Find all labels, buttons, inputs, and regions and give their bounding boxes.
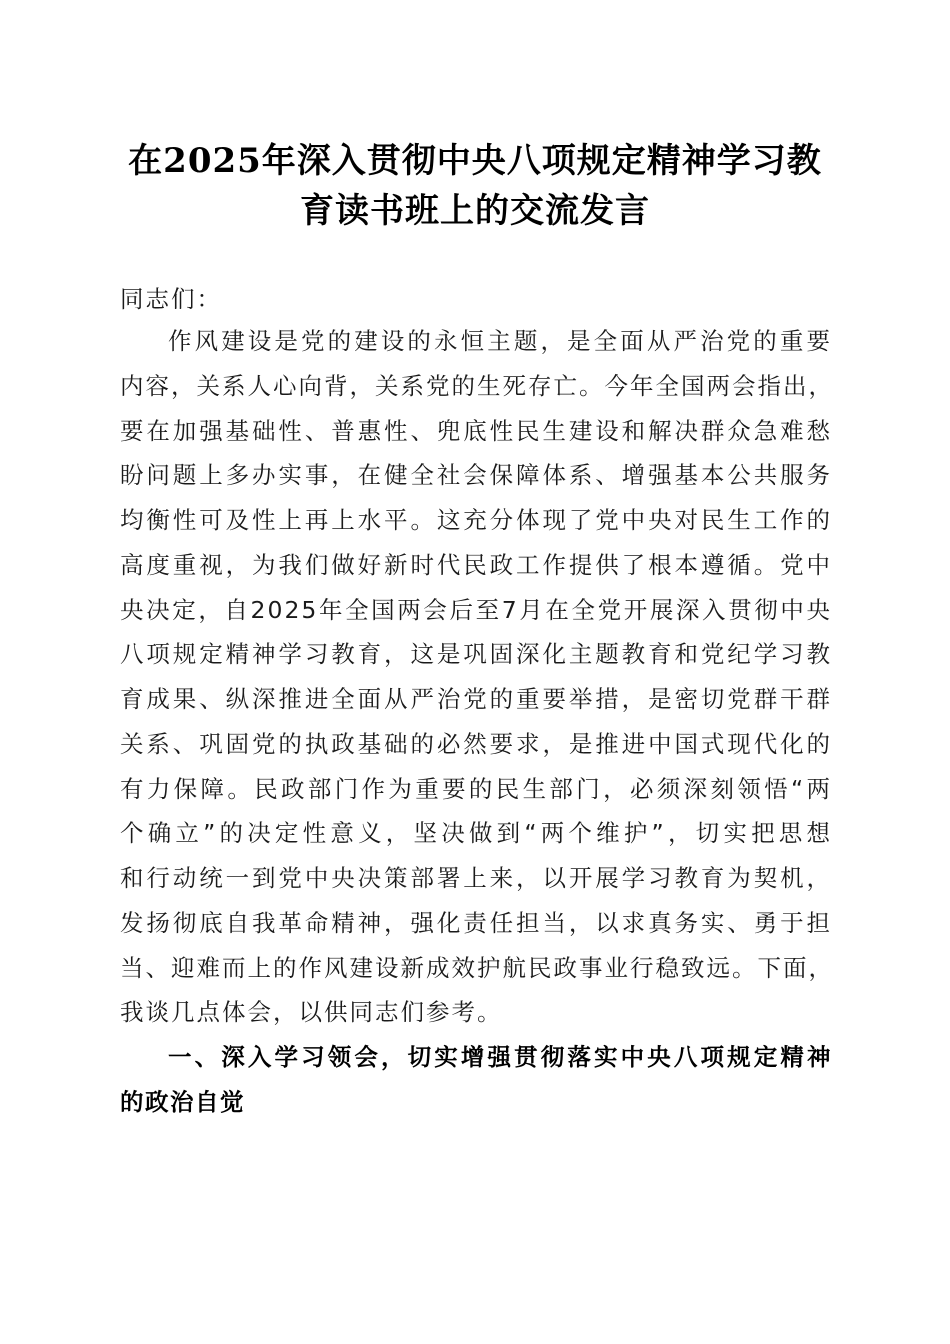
document-title-line-1: 在2025年深入贯彻中央八项规定精神学习教 — [128, 141, 822, 181]
salutation: 同志们： — [120, 285, 222, 313]
paragraph-line-13: 和行动统一到党中央决策部署上来，以开展学习教育为契机， — [120, 864, 832, 892]
paragraph-line-10: 关系、巩固党的执政基础的必然要求，是推进中国式现代化的 — [120, 730, 832, 758]
paragraph-line-12: 个确立”的决定性意义，坚决做到“两个维护”，切实把思想 — [120, 819, 832, 847]
paragraph-line-9: 育成果、纵深推进全面从严治党的重要举措，是密切党群干群 — [120, 685, 832, 713]
paragraph-line-1: 作风建设是党的建设的永恒主题，是全面从严治党的重要 — [168, 327, 832, 355]
paragraph-line-14: 发扬彻底自我革命精神，强化责任担当，以求真务实、勇于担 — [120, 909, 832, 937]
paragraph-line-7: 央决定，自2025年全国两会后至7月在全党开展深入贯彻中央 — [120, 596, 832, 624]
paragraph-line-15: 当、迎难而上的作风建设新成效护航民政事业行稳致远。下面， — [120, 954, 834, 982]
paragraph-line-3: 要在加强基础性、普惠性、兜底性民生建设和解决群众急难愁 — [120, 417, 832, 445]
paragraph-line-4: 盼问题上多办实事，在健全社会保障体系、增强基本公共服务 — [120, 461, 832, 489]
paragraph-line-5: 均衡性可及性上再上水平。这充分体现了党中央对民生工作的 — [120, 506, 832, 534]
paragraph-line-16: 我谈几点体会，以供同志们参考。 — [120, 998, 503, 1026]
section-heading-line-1: 一、深入学习领会，切实增强贯彻落实中央八项规定精神 — [168, 1043, 832, 1071]
paragraph-line-8: 八项规定精神学习教育，这是巩固深化主题教育和党纪学习教 — [120, 640, 832, 668]
section-heading-line-2: 的政治自觉 — [120, 1088, 245, 1116]
paragraph-line-11: 有力保障。民政部门作为重要的民生部门，必须深刻领悟“两 — [120, 775, 832, 803]
document-title-line-2: 育读书班上的交流发言 — [300, 191, 650, 231]
paragraph-line-2: 内容，关系人心向背，关系党的生死存亡。今年全国两会指出， — [120, 372, 834, 400]
paragraph-line-6: 高度重视，为我们做好新时代民政工作提供了根本遵循。党中 — [120, 551, 832, 579]
